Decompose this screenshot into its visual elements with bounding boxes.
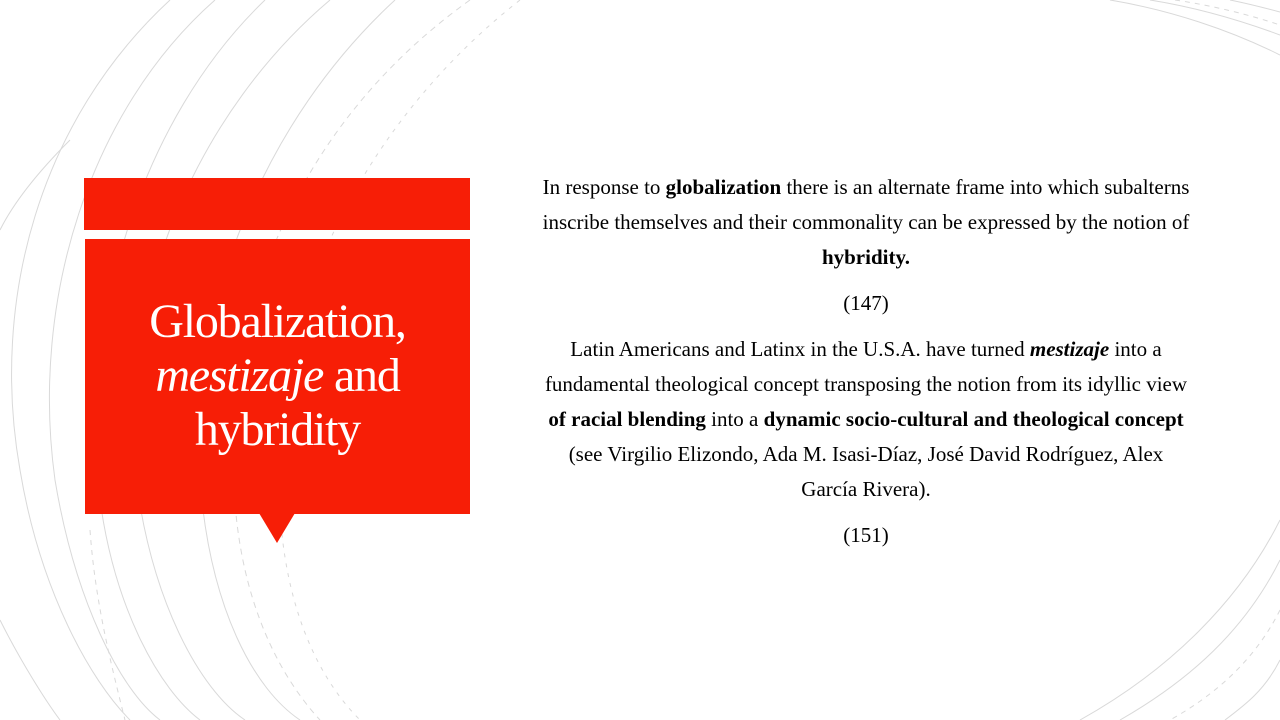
callout-pointer <box>259 513 295 543</box>
accent-bar <box>84 178 470 230</box>
quote-content <box>540 170 1192 564</box>
quote2-bold-dynamic-concept: dynamic socio-cultural and theological concept <box>763 407 1184 431</box>
title-line-3: hybridity <box>194 402 361 456</box>
quote-paragraph-1 <box>540 170 1192 275</box>
quote2-bold-italic-mestizaje: mestizaje <box>1029 337 1110 361</box>
quote2-text-1: Latin Americans and Latinx in the U.S.A. have turned <box>570 337 1030 361</box>
quote1-text-2: there is an alternate frame into which subalterns inscribe themselves and their commonality can be expressed by the notion of <box>542 175 1190 234</box>
slide-title <box>113 295 443 457</box>
quote2-bold-racial-blending: of racial blending <box>548 407 706 431</box>
quote1-text-1: In response to <box>542 175 666 199</box>
quote2-text-2: into a fundamental theological concept transposing the notion from its idyllic view <box>544 337 1188 396</box>
quote1-bold-globalization: globalization <box>665 175 782 199</box>
quote2-text-4: (see Virgilio Elizondo, Ada M. Isasi-Díaz, José David Rodríguez, Alex García Rivera). <box>568 442 1164 501</box>
title-italic-word: mestizaje <box>155 348 324 402</box>
title-line-1: Globalization, <box>149 294 406 348</box>
citation-2: (151) <box>843 523 889 547</box>
title-line-2-rest: and <box>323 348 400 402</box>
quote1-bold-hybridity: hybridity. <box>821 245 911 269</box>
quote-paragraph-2 <box>540 332 1192 507</box>
quote2-text-3: into a <box>705 407 764 431</box>
title-box <box>85 239 470 514</box>
citation-1: (147) <box>843 291 889 315</box>
